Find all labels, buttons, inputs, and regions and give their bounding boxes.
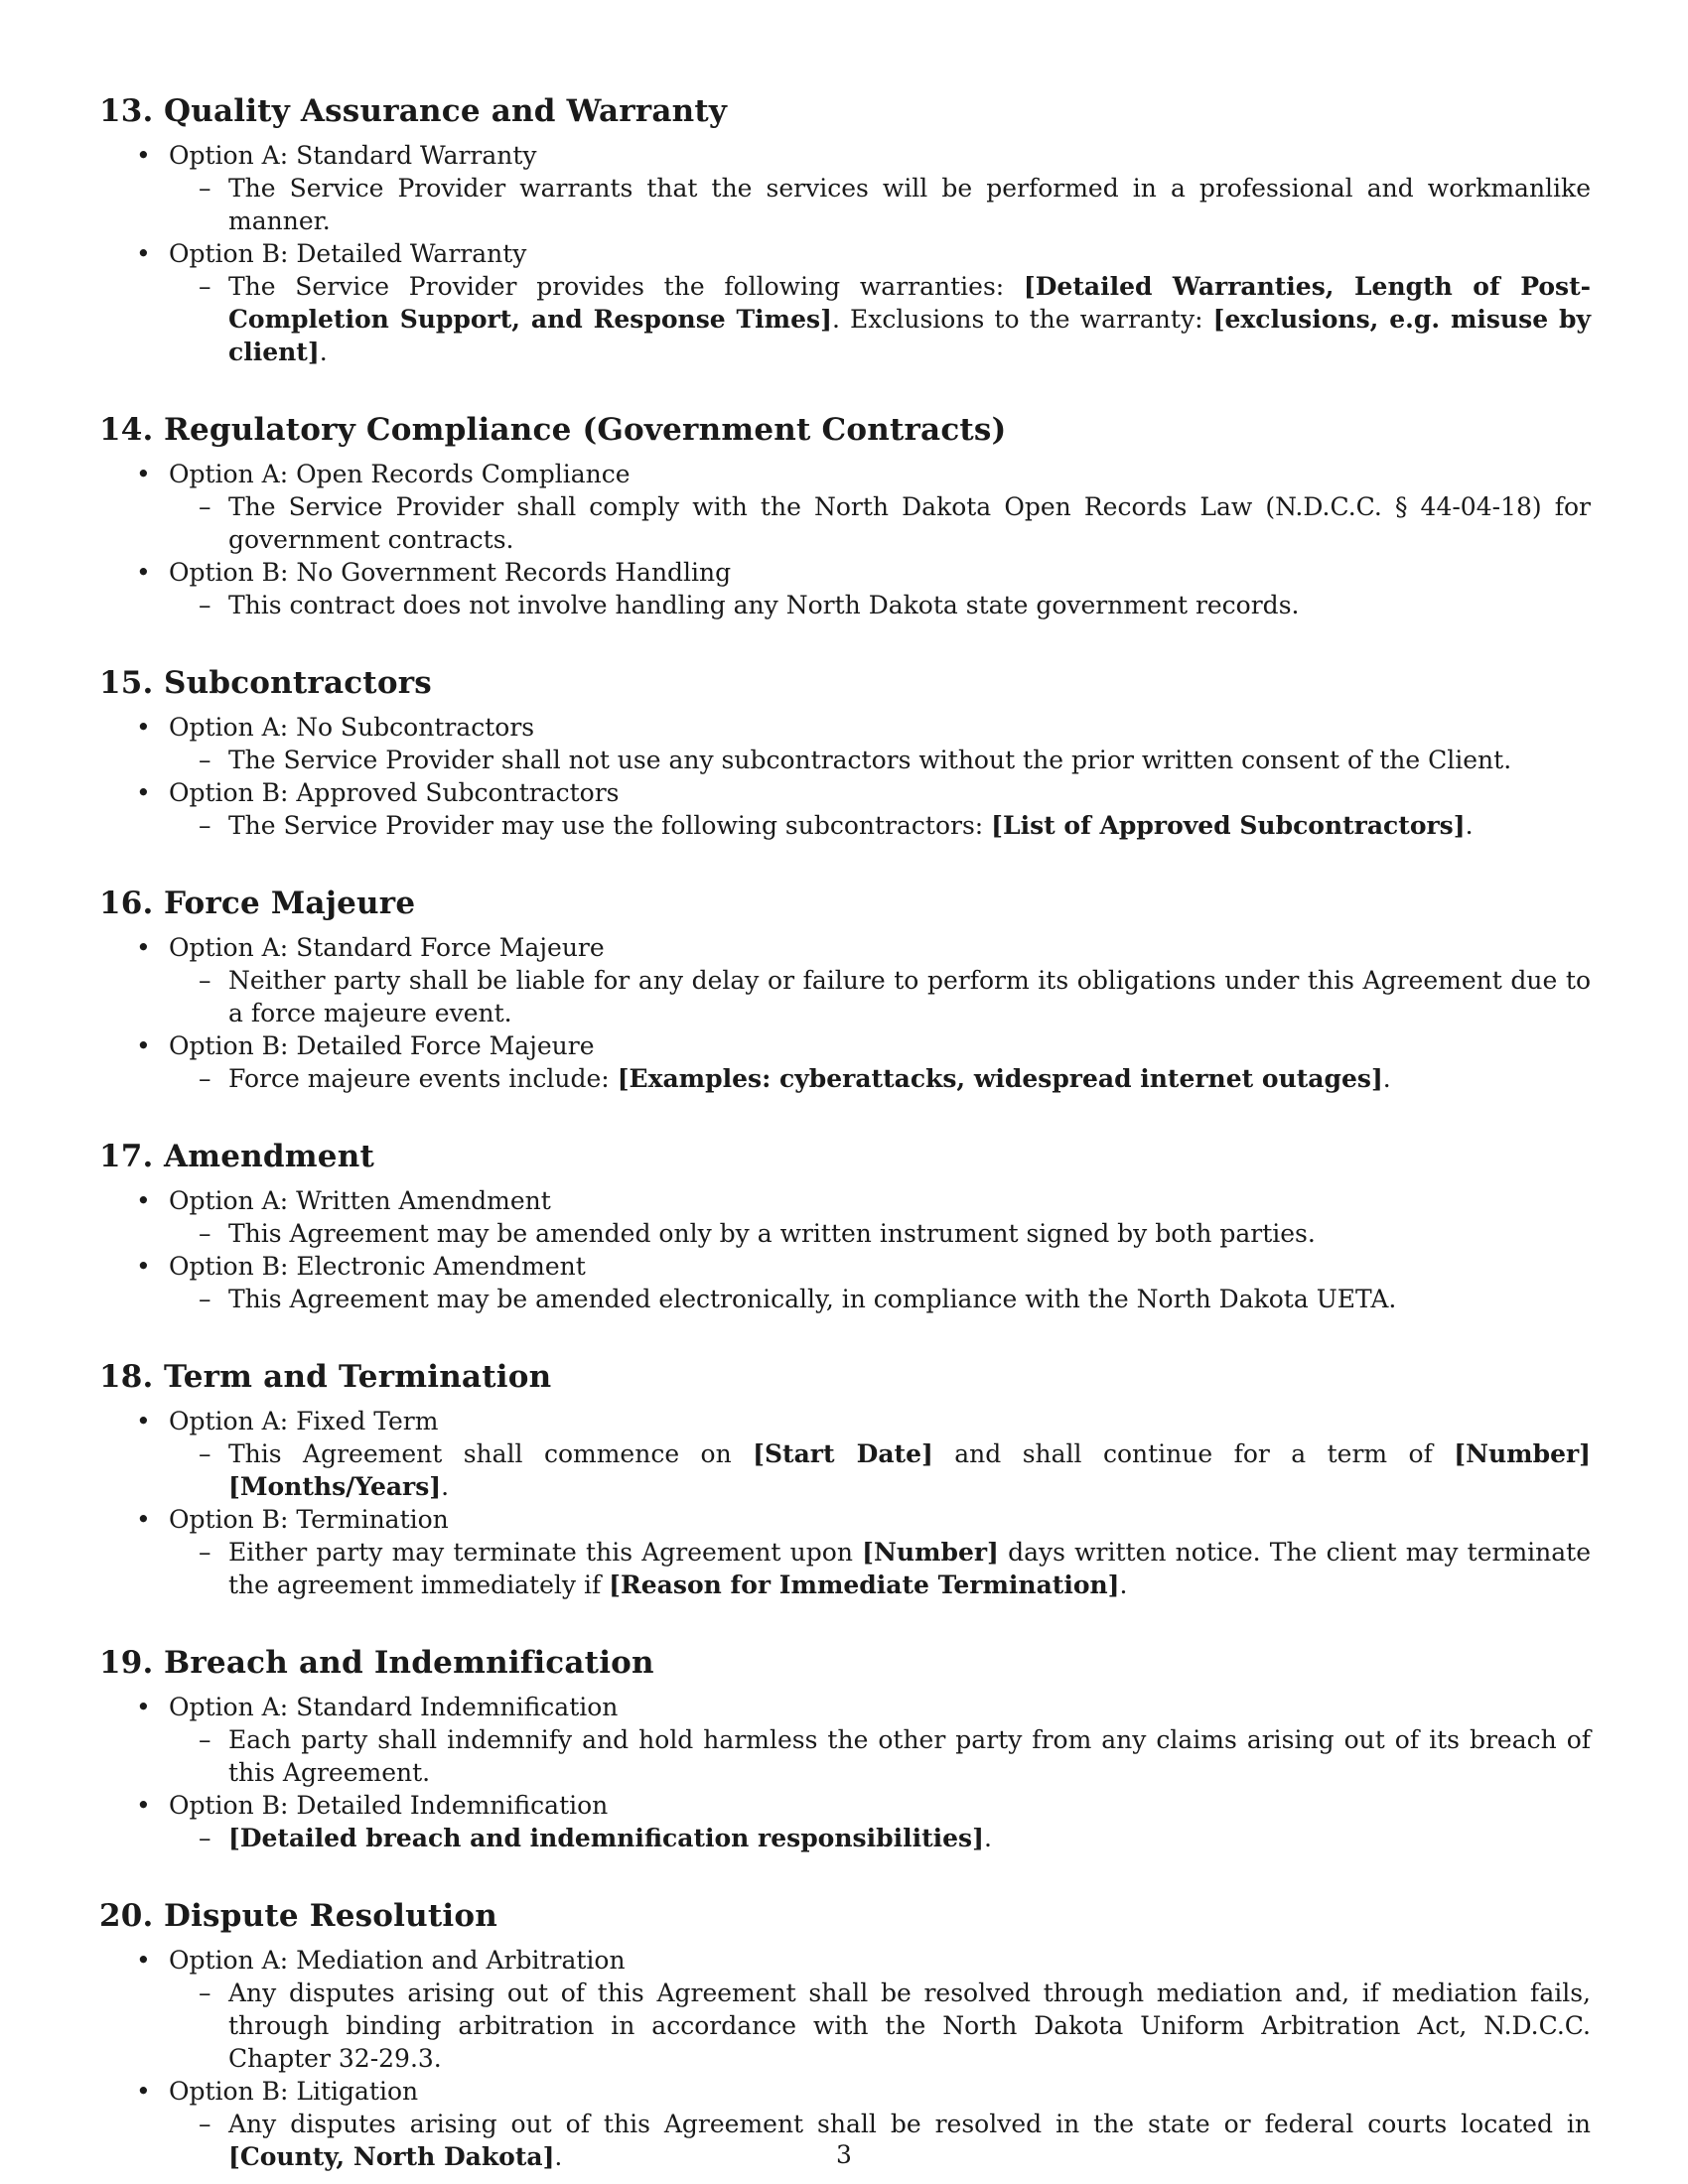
option-item — [99, 1503, 1591, 1601]
detail-text: Force majeure events include: — [228, 1064, 618, 1093]
option-detail — [169, 1437, 1591, 1503]
bullet-icon: • — [136, 778, 151, 807]
section — [99, 884, 1591, 1095]
section — [99, 91, 1591, 368]
option-detail-list — [169, 490, 1591, 556]
section — [99, 1896, 1591, 2173]
bullet-icon: • — [136, 2077, 151, 2106]
option-detail — [169, 744, 1591, 776]
detail-text: The Service Provider shall not use any subcontractors without the prior written consent of the Client. — [228, 746, 1512, 774]
option-list — [99, 711, 1591, 842]
option-label: Option B: Electronic Amendment — [169, 1252, 586, 1281]
option-detail — [169, 964, 1591, 1029]
section — [99, 1643, 1591, 1854]
option-detail — [169, 1283, 1591, 1315]
section-heading — [99, 1137, 1591, 1176]
bullet-icon: • — [136, 1186, 151, 1215]
section-number: 14. — [99, 412, 154, 448]
option-item — [99, 1789, 1591, 1854]
detail-text: . — [1382, 1064, 1391, 1093]
placeholder-field: [Start Date] — [753, 1439, 933, 1468]
detail-text: This Agreement may be amended electronically, in compliance with the North Dakota UETA. — [228, 1285, 1397, 1313]
option-detail-list — [169, 1217, 1591, 1250]
option-list — [99, 139, 1591, 368]
detail-text: This Agreement may be amended only by a written instrument signed by both parties. — [228, 1219, 1316, 1248]
option-item — [99, 237, 1591, 368]
dash-icon: – — [199, 966, 211, 995]
detail-text: The Service Provider may use the following subcontractors: — [228, 811, 992, 840]
option-item — [99, 556, 1591, 621]
section-number: 13. — [99, 93, 154, 129]
bullet-icon: • — [136, 1407, 151, 1435]
option-list — [99, 1405, 1591, 1601]
detail-text: . — [319, 338, 328, 366]
placeholder-field: [County, North Dakota] — [228, 2142, 555, 2171]
detail-text: The Service Provider shall comply with the North Dakota Open Records Law (N.D.C.C. § 44-04-18) for government contracts. — [228, 492, 1591, 554]
option-item — [99, 776, 1591, 842]
dash-icon: – — [199, 746, 211, 774]
option-list — [99, 1691, 1591, 1854]
option-label: Option B: Approved Subcontractors — [169, 778, 620, 807]
detail-text: Neither party shall be liable for any delay or failure to perform its obligations under this Agreement due to a force majeure event. — [228, 966, 1591, 1027]
placeholder-field: [Detailed breach and indemnification responsibilities] — [228, 1824, 984, 1852]
dash-icon: – — [199, 1979, 211, 2007]
option-detail-list — [169, 964, 1591, 1029]
option-detail-list — [169, 1062, 1591, 1095]
section-title: Force Majeure — [164, 886, 416, 921]
option-label: Option B: Detailed Warranty — [169, 239, 527, 268]
placeholder-field: [Examples: cyberattacks, widespread internet outages] — [617, 1064, 1383, 1093]
option-item — [99, 1405, 1591, 1503]
option-item — [99, 139, 1591, 237]
dash-icon: – — [199, 272, 211, 301]
section-title: Breach and Indemnification — [164, 1645, 654, 1681]
dash-icon: – — [199, 591, 211, 619]
placeholder-field: [Months/Years] — [228, 1472, 442, 1501]
placeholder-field: [Number] — [862, 1538, 999, 1567]
option-item — [99, 458, 1591, 556]
option-detail-list — [169, 1536, 1591, 1601]
section-heading — [99, 91, 1591, 131]
section-number: 17. — [99, 1139, 154, 1174]
option-detail — [169, 172, 1591, 237]
option-label: Option A: Mediation and Arbitration — [169, 1946, 626, 1975]
option-detail-list — [169, 270, 1591, 368]
detail-text: . — [983, 1824, 992, 1852]
section — [99, 410, 1591, 621]
section-number: 15. — [99, 665, 154, 701]
detail-text: Any disputes arising out of this Agreement shall be resolved through mediation and, if mediation fails, through binding arbitration in accordance with the North Dakota Uniform Arbitration Act, N.D.C.C. Chapter 32-29.3. — [228, 1979, 1591, 2073]
detail-text: . Exclusions to the warranty: — [831, 305, 1213, 334]
option-list — [99, 931, 1591, 1095]
section-number: 19. — [99, 1645, 154, 1681]
detail-text: . — [1119, 1570, 1128, 1599]
option-label: Option B: Litigation — [169, 2077, 419, 2106]
section-heading — [99, 1643, 1591, 1683]
option-detail-list — [169, 1822, 1591, 1854]
bullet-icon: • — [136, 1252, 151, 1281]
dash-icon: – — [199, 1725, 211, 1754]
section-title: Subcontractors — [164, 665, 432, 701]
option-item — [99, 711, 1591, 776]
option-detail-list — [169, 1723, 1591, 1789]
option-detail — [169, 1822, 1591, 1854]
bullet-icon: • — [136, 460, 151, 488]
section-number: 20. — [99, 1898, 154, 1934]
option-detail — [169, 1536, 1591, 1601]
detail-text: Either party may terminate this Agreement upon — [228, 1538, 863, 1567]
option-detail — [169, 270, 1591, 368]
bullet-icon: • — [136, 239, 151, 268]
bullet-icon: • — [136, 1031, 151, 1060]
section-heading — [99, 663, 1591, 703]
option-label: Option B: Detailed Indemnification — [169, 1791, 609, 1820]
option-list — [99, 458, 1591, 621]
detail-text: The Service Provider provides the following warranties: — [228, 272, 1024, 301]
detail-text: Any disputes arising out of this Agreement shall be resolved in the state or federal courts located in — [228, 2110, 1591, 2138]
detail-text: . — [441, 1472, 450, 1501]
detail-text: The Service Provider warrants that the services will be performed in a professional and workmanlike manner. — [228, 174, 1591, 235]
option-detail-list — [169, 1977, 1591, 2075]
option-label: Option B: Detailed Force Majeure — [169, 1031, 595, 1060]
option-label: Option A: Written Amendment — [169, 1186, 551, 1215]
dash-icon: – — [199, 1285, 211, 1313]
option-label: Option A: Standard Indemnification — [169, 1693, 619, 1721]
option-list — [99, 1184, 1591, 1315]
placeholder-field: [Number] — [1454, 1439, 1591, 1468]
section — [99, 663, 1591, 842]
bullet-icon: • — [136, 1791, 151, 1820]
bullet-icon: • — [136, 141, 151, 170]
section-heading — [99, 1896, 1591, 1936]
bullet-icon: • — [136, 933, 151, 962]
detail-text: This Agreement shall commence on — [228, 1439, 754, 1468]
section-heading — [99, 410, 1591, 450]
option-detail — [169, 1062, 1591, 1095]
page-number: 3 — [836, 2140, 852, 2169]
option-item — [99, 1691, 1591, 1789]
section — [99, 1357, 1591, 1601]
section-title: Regulatory Compliance (Government Contracts) — [164, 412, 1007, 448]
dash-icon: – — [199, 1219, 211, 1248]
dash-icon: – — [199, 1064, 211, 1093]
dash-icon: – — [199, 1824, 211, 1852]
section-heading — [99, 884, 1591, 923]
section-title: Quality Assurance and Warranty — [164, 93, 728, 129]
option-label: Option A: Open Records Compliance — [169, 460, 631, 488]
section-heading — [99, 1357, 1591, 1397]
option-detail-list — [169, 1437, 1591, 1503]
document-body — [99, 91, 1591, 2173]
bullet-icon: • — [136, 1505, 151, 1534]
dash-icon: – — [199, 2110, 211, 2138]
option-label: Option B: Termination — [169, 1505, 449, 1534]
option-list — [99, 1944, 1591, 2173]
option-label: Option A: Fixed Term — [169, 1407, 439, 1435]
placeholder-field: [Reason for Immediate Termination] — [609, 1570, 1120, 1599]
dash-icon: – — [199, 1538, 211, 1567]
option-detail-list — [169, 172, 1591, 237]
detail-text: days written notice. The client may terminate the agreement immediately if — [228, 1538, 1591, 1599]
detail-text: . — [1465, 811, 1474, 840]
section-number: 16. — [99, 886, 154, 921]
option-detail — [169, 1723, 1591, 1789]
section-title: Dispute Resolution — [164, 1898, 498, 1934]
option-item — [99, 1250, 1591, 1315]
section-title: Amendment — [164, 1139, 374, 1174]
option-detail-list — [169, 744, 1591, 776]
dash-icon: – — [199, 811, 211, 840]
dash-icon: – — [199, 492, 211, 521]
bullet-icon: • — [136, 1693, 151, 1721]
option-item — [99, 1184, 1591, 1250]
option-detail-list — [169, 809, 1591, 842]
option-label: Option B: No Government Records Handling — [169, 558, 732, 587]
detail-text: . — [554, 2142, 563, 2171]
section-number: 18. — [99, 1359, 154, 1395]
option-label: Option A: Standard Force Majeure — [169, 933, 605, 962]
dash-icon: – — [199, 174, 211, 203]
placeholder-field: [Detailed Warranties, Length of Post-Completion Support, and Response Times] — [228, 272, 1592, 334]
placeholder-field: [exclusions, e.g. misuse by client] — [228, 305, 1592, 366]
option-detail — [169, 1217, 1591, 1250]
dash-icon: – — [199, 1439, 211, 1468]
option-item — [99, 1944, 1591, 2075]
option-label: Option A: Standard Warranty — [169, 141, 537, 170]
bullet-icon: • — [136, 713, 151, 742]
bullet-icon: • — [136, 1946, 151, 1975]
option-detail-list — [169, 589, 1591, 621]
option-detail — [169, 589, 1591, 621]
option-detail — [169, 809, 1591, 842]
option-detail — [169, 490, 1591, 556]
section-title: Term and Termination — [164, 1359, 552, 1395]
detail-text: Each party shall indemnify and hold harmless the other party from any claims arising out of its breach of this Agreement. — [228, 1725, 1591, 1787]
option-label: Option A: No Subcontractors — [169, 713, 535, 742]
option-item — [99, 931, 1591, 1029]
section — [99, 1137, 1591, 1315]
placeholder-field: [List of Approved Subcontractors] — [991, 811, 1466, 840]
option-detail-list — [169, 1283, 1591, 1315]
detail-text: and shall continue for a term of — [932, 1439, 1455, 1468]
bullet-icon: • — [136, 558, 151, 587]
option-item — [99, 1029, 1591, 1095]
option-detail — [169, 1977, 1591, 2075]
detail-text: This contract does not involve handling any North Dakota state government records. — [228, 591, 1300, 619]
